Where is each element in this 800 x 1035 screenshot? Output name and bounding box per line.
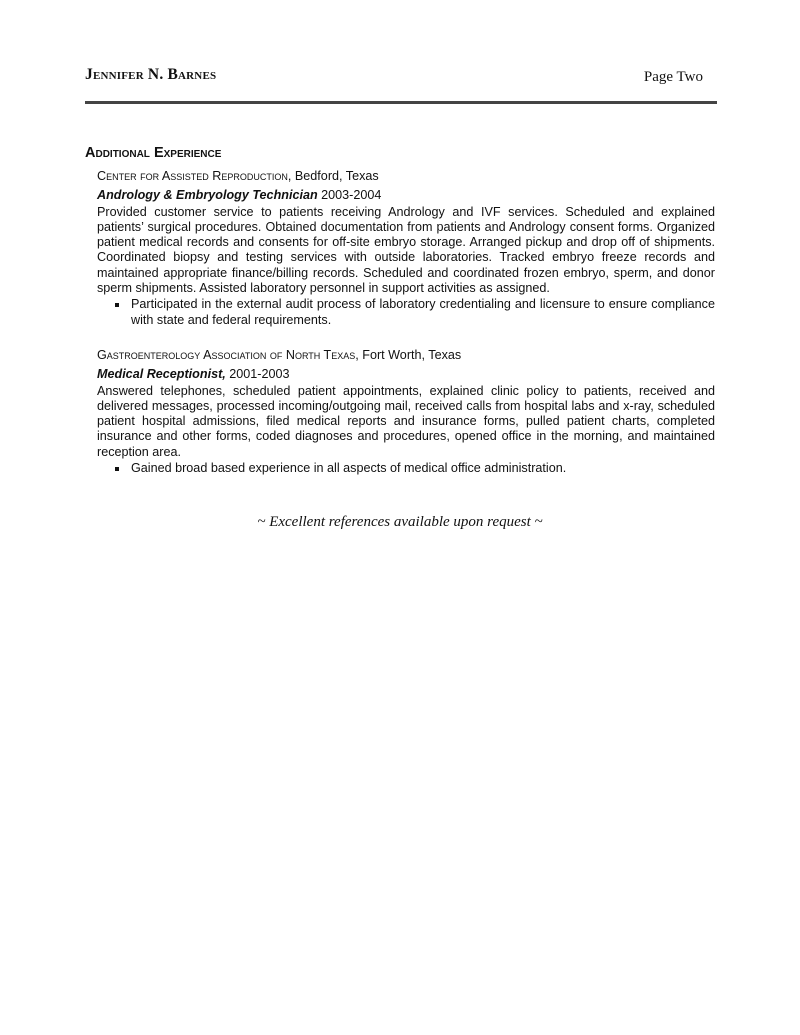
job-entry — [97, 348, 715, 476]
role-line — [97, 367, 715, 382]
employer-line — [97, 169, 715, 184]
employer-name: Gastroenterology Association of North Texas — [97, 348, 356, 362]
header-divider — [85, 101, 717, 104]
job-dates: 2003-2004 — [317, 188, 382, 203]
employer-name: Center for Assisted Reproduction — [97, 169, 288, 183]
employer-location: , Bedford, Texas — [287, 169, 379, 183]
job-description: Answered telephones, scheduled patient appointments, explained clinic policy to patients, received and delivered messages, processed incoming/outgoing mail, received calls from hospital labs and x-ray, scheduled patient hospital admissions, filed medical reports and insurance forms, pulled patient charts, completed insurance and other forms, coded diagnoses and procedures, opened office in the morning, and maintained reception area. — [97, 383, 715, 459]
bullet-icon — [115, 467, 119, 471]
page-header — [85, 66, 705, 92]
achievement-text: Participated in the external audit process of laboratory credentialing and licensure to ensure compliance with state and federal requirements. — [131, 297, 715, 327]
employer-location: , Fort Worth, Texas — [355, 348, 462, 362]
references-note: ~ Excellent references available upon request ~ — [257, 514, 543, 530]
section-title: Additional Experience — [85, 145, 222, 161]
achievement-list — [97, 297, 715, 328]
achievement-text: Gained broad based experience in all aspects of medical office administration. — [131, 461, 567, 476]
bullet-icon — [115, 303, 119, 307]
achievement-list — [97, 461, 715, 476]
role-line — [97, 188, 715, 203]
job-dates: 2001-2003 — [225, 367, 290, 382]
achievement-item — [97, 461, 715, 476]
achievement-item — [97, 297, 715, 328]
employer-line — [97, 348, 715, 363]
candidate-name: Jennifer N. Barnes — [85, 66, 217, 83]
job-entry — [97, 169, 715, 328]
job-title: Andrology & Embryology Technician — [97, 188, 318, 203]
page-number-label: Page Two — [643, 69, 703, 85]
job-title: Medical Receptionist, — [97, 367, 226, 382]
job-description: Provided customer service to patients receiving Andrology and IVF services. Scheduled and explained patients’ surgical procedures. Obtained documentation from patients and Andrology consent forms. Organized patient medical records and consents for off-site embryo storage. Arranged pickup and drop off of shipments. Coordinated biopsy and testing services with outside laboratories. Tracked embryo freeze records and maintained appropriate finance/billing records. Scheduled and coordinated frozen embryo, sperm, and donor sperm shipments. Assisted laboratory personnel in support activities as assigned. — [97, 204, 715, 296]
